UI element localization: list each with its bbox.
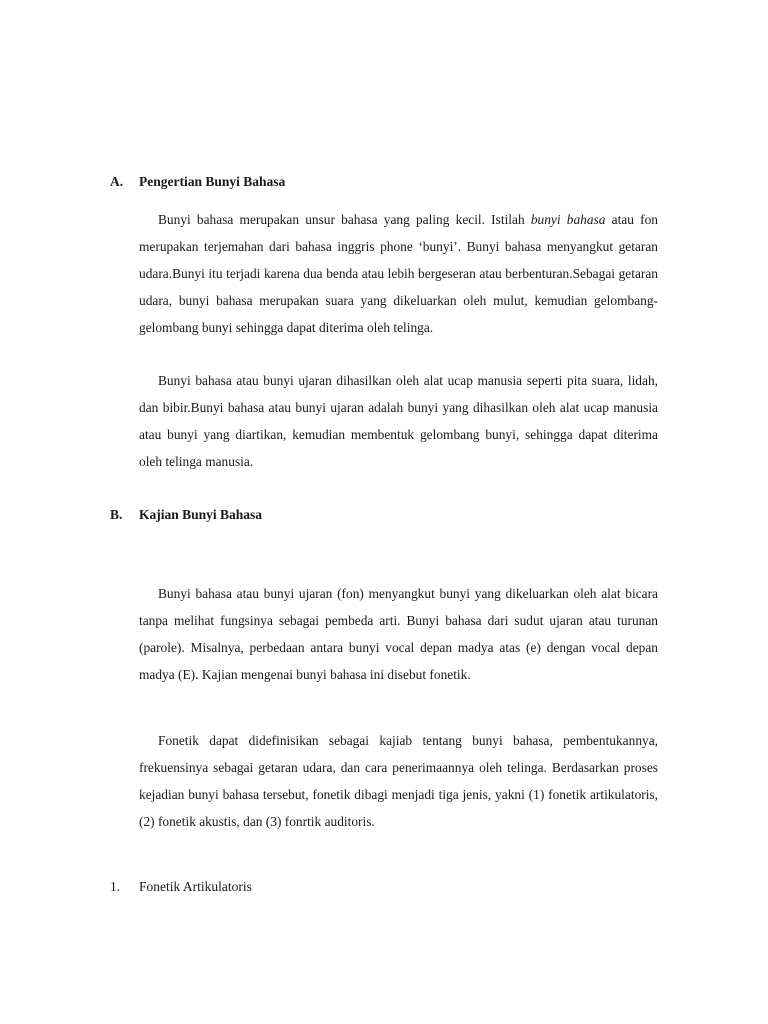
section-a-paragraph-1 xyxy=(139,206,658,341)
section-a-title: Pengertian Bunyi Bahasa xyxy=(139,174,286,189)
section-b-paragraph-2: Fonetik dapat didefinisikan sebagai kajiab tentang bunyi bahasa, pembentukannya, frekuensinya sebagai getaran udara, dan cara penerimaannya oleh telinga. Berdasarkan proses kejadian bunyi bahasa tersebut, fonetik dibagi menjadi tiga jenis, yakni (1) fonetik artikulatoris, (2) fonetik akustis, dan (3) fonrtik auditoris. xyxy=(139,733,658,829)
subsection-1-number: 1. xyxy=(110,879,121,894)
section-a-paragraph-2: Bunyi bahasa atau bunyi ujaran dihasilkan oleh alat ucap manusia seperti pita suara, lidah, dan bibir.Bunyi bahasa atau bunyi ujaran adalah bunyi yang dihasilkan oleh alat ucap manusia atau bunyi yang diartikan, kemudian membentuk gelombang bunyi, sehingga dapat diterima oleh telinga manusia. xyxy=(139,373,658,469)
section-b-number: B. xyxy=(110,507,123,522)
section-a-number: A. xyxy=(110,174,124,189)
section-b-paragraph-1: Bunyi bahasa atau bunyi ujaran (fon) menyangkut bunyi yang dikeluarkan oleh alat bicara tanpa melihat fungsinya sebagai pembeda arti. Bunyi bahasa dari sudut ujaran atau turunan (parole). Misalnya, perbedaan antara bunyi vocal depan madya atas (e) dengan vocal depan madya (E). Kajian mengenai bunyi bahasa ini disebut fonetik. xyxy=(139,586,658,682)
subsection-1-title: Fonetik Artikulatoris xyxy=(139,879,252,894)
section-a-paragraph-1-italic-term: bunyi bahasa xyxy=(530,212,606,227)
section-a-paragraph-1-text-start: Bunyi bahasa merupakan unsur bahasa yang paling kecil. Istilah xyxy=(158,212,531,227)
section-a-paragraph-1-text-end: atau fon merupakan terjemahan dari bahasa inggris phone ‘bunyi’. Bunyi bahasa menyangkut getaran udara.Bunyi itu terjadi karena dua benda atau lebih bergeseran atau berbenturan.Sebagai getaran udara, bunyi bahasa merupakan suara yang dikeluarkan oleh mulut, kemudian gelombang-gelombang bunyi sehingga dapat diterima oleh telinga. xyxy=(139,212,658,335)
section-b-title: Kajian Bunyi Bahasa xyxy=(139,507,263,522)
